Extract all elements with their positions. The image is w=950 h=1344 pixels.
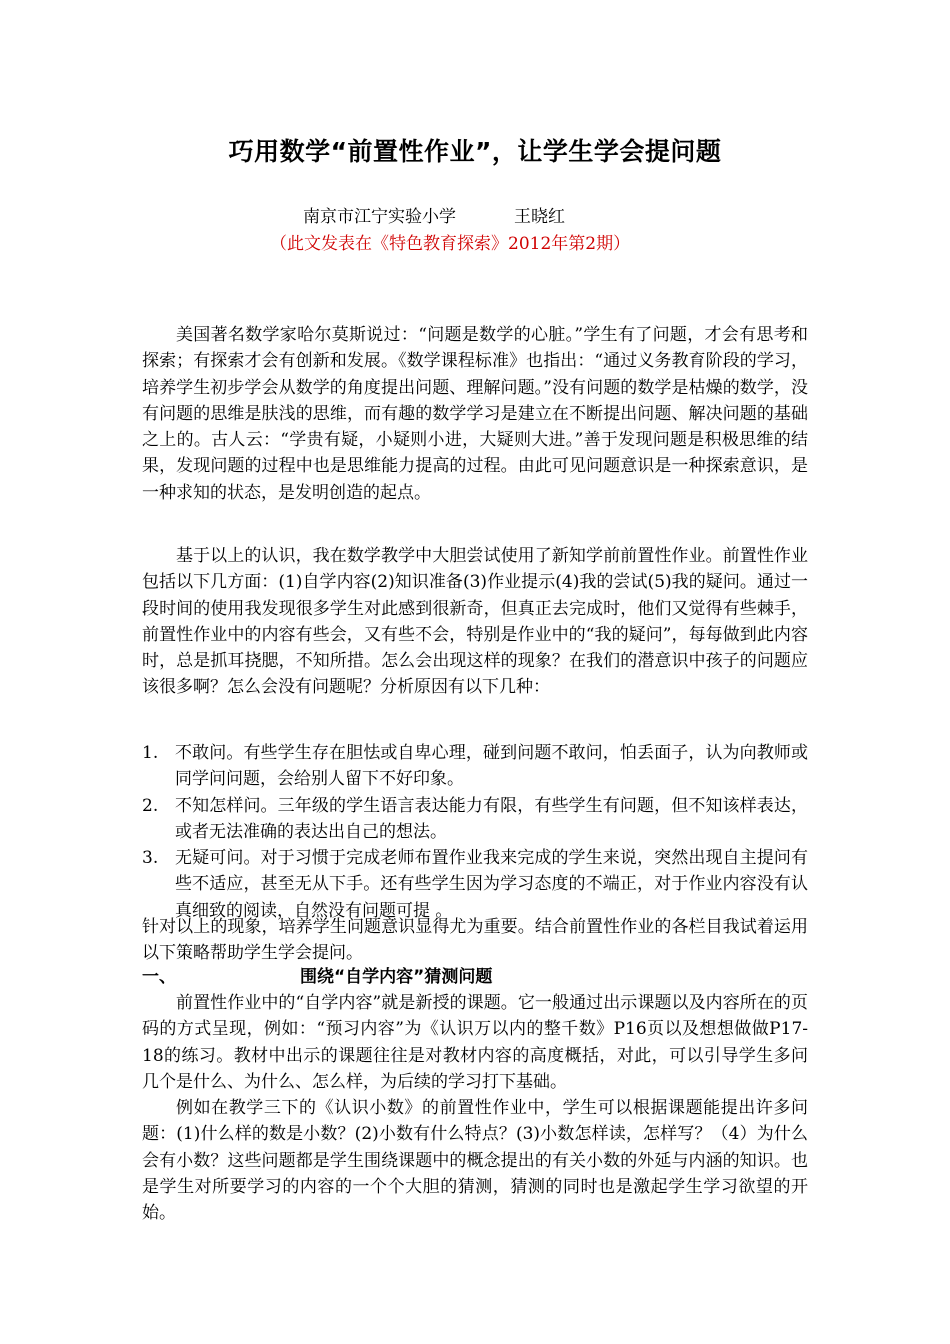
byline [303, 202, 565, 227]
section-body [142, 990, 808, 1227]
list-item [142, 845, 808, 924]
list-item-text: 无疑可问。对于习惯于完成老师布置作业我来完成的学生来说，突然出现自主提问有些不适应，甚至无从下手。还有些学生因为学习态度的不端正，对于作业内容没有认真细致的阅读，自然没有问题可提 。 [175, 848, 808, 921]
article-title: 巧用数学“前置性作业”，让学生学会提问题 [228, 137, 722, 166]
section-number: 一、 [142, 967, 176, 987]
list-item-text: 不敢问。有些学生存在胆怯或自卑心理，碰到问题不敢问，怕丢面子，认为向教师或同学问问题，会给别人留下不好印象。 [175, 743, 808, 790]
list-number: 2. [142, 795, 159, 816]
intro-paragraph [142, 322, 808, 506]
paragraph-text: 美国著名数学家哈尔莫斯说过：“问题是数学的心脏。”学生有了问题，才会有思考和探索；有探索才会有创新和发展。《数学课程标准》也指出：“通过义务教育阶段的学习，培养学生初步学会从数学的角度提出问题、理解问题。”没有问题的数学是枯燥的数学，没有问题的思维是肤浅的思维，而有趣的数学学习是建立在不断提出问题、解决问题的基础之上的。古人云：“学贵有疑，小疑则小进，大疑则大进。”善于发现问题是积极思维的结果，发现问题的过程中也是思维能力提高的过程。由此可见问题意识是一种探索意识，是一种求知的状态，是发明创造的起点。 [142, 325, 808, 503]
reasons-list [142, 740, 808, 924]
list-item-text: 不知怎样问。三年级的学生语言表达能力有限，有些学生有问题，但不知该样表达，或者无法准确的表达出自己的想法。 [175, 795, 808, 842]
context-paragraph [142, 543, 808, 701]
publication-note: （此文发表在《特色教育探索》2012年第2期） [270, 234, 631, 254]
list-item [142, 793, 808, 846]
author-name: 王晓红 [514, 207, 565, 227]
section-title: 围绕“自学内容”猜测问题 [300, 967, 493, 987]
list-number: 1. [142, 743, 159, 763]
paragraph-text: 基于以上的认识，我在数学教学中大胆尝试使用了新知学前前置性作业。前置性作业包括以下几方面：(1)自学内容(2)知识准备(3)作业提示(4)我的尝试(5)我的疑问。通过一段时间的使用我发现很多学生对此感到很新奇，但真正去完成时，他们又觉得有些棘手，前置性作业中的内容有些会，又有些不会，特别是作业中的“我的疑问”，每每做到此内容时，总是抓耳挠腮，不知所措。怎么会出现这样的现象？在我们的潜意识中孩子的问题应该很多啊？怎么会没有问题呢？分析原因有以下几种： [142, 546, 808, 698]
paragraph-text: 例如在教学三下的《认识小数》的前置性作业中，学生可以根据课题能提出许多问题：(1)什么样的数是小数？(2)小数有什么特点？(3)小数怎样读，怎样写？（4）为什么会有小数？这些问题都是学生围绕课题中的概念提出的有关小数的外延与内涵的知识。也是学生对所要学习的内容的一个个大胆的猜测，猜测的同时也是激起学生学习欲望的开始。 [142, 1098, 808, 1224]
school-name: 南京市江宁实验小学 [303, 207, 456, 227]
section-heading [142, 964, 492, 990]
paragraph-text: 前置性作业中的“自学内容”就是新授的课题。它一般通过出示课题以及内容所在的页码的方式呈现，例如：“预习内容”为《认识万以内的整千数》P16页以及想想做做P17-18的练习。教材中出示的课题往往是对教材内容的高度概括，对此，可以引导学生多问几个是什么、为什么、怎么样，为后续的学习打下基础。 [142, 993, 808, 1092]
list-number: 3. [142, 848, 159, 869]
transition-paragraph: 针对以上的现象，培养学生问题意识显得尤为重要。结合前置性作业的各栏目我试着运用以下策略帮助学生学会提问。 [142, 917, 808, 964]
list-item [142, 740, 808, 793]
